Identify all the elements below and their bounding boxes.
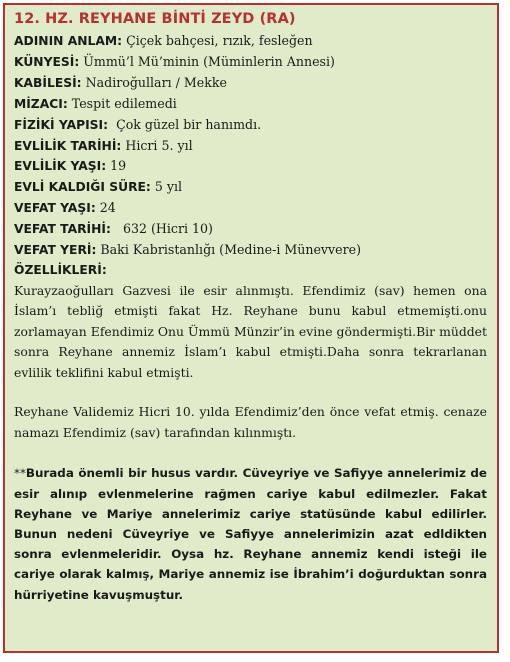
field-label: EVLİLİK TARİHİ: [14,138,122,153]
note-prefix: ** [14,466,26,481]
field-value: 19 [110,158,127,174]
field-list [14,31,487,261]
field-value: Hicri 5. yıl [125,137,193,153]
death-paragraph: Reyhane Validemiz Hicri 10. yılda Efendimiz’den önce vefat etmiş. cenaze namazı Efendimiz (sav) tarafından kılınmıştı. [14,404,487,440]
field-label: VEFAT TARİHİ: [14,222,111,237]
features-paragraph: Kurayzaoğulları Gazvesi ile esir alınmıştı. Efendimiz (sav) hemen ona İslam’ı tebliğ etmişti fakat Hz. Reyhane bunu kabul etmemişti.onu zorlamayan Efendimiz Onu Ümmü Münzir’in evine göndermişti.Bir müddet sonra Reyhane annemiz İslam’ı kabul etmişti.Daha sonra tekrarlanan evlilik teklifini kabul etmişti. [14,282,487,380]
features-heading: ÖZELLİKLERİ: [14,262,107,277]
field-kunye [14,52,487,73]
field-label: FİZİKİ YAPISI: [14,117,109,132]
field-marriage-duration [14,177,487,198]
field-death-place [14,240,487,261]
field-temperament [14,94,487,115]
field-physique [14,115,487,136]
field-tribe [14,73,487,94]
field-label: VEFAT YERİ: [14,243,97,258]
field-label: EVLİ KALDIĞI SÜRE: [14,180,151,195]
field-label: MİZACI: [14,96,68,111]
field-value: Ümmü’l Mü’minin (Müminlerin Annesi) [83,53,335,69]
field-death-age [14,198,487,219]
field-value: 632 (Hicri 10) [114,221,213,237]
field-marriage-date [14,136,487,157]
biography-card [3,3,499,653]
field-label: EVLİLİK YAŞI: [14,159,107,174]
field-value: 5 yıl [154,179,183,195]
field-label: ADININ ANLAM: [14,34,123,48]
field-value: Baki Kabristanlığı (Medine-i Münevvere) [100,242,362,258]
field-label: KABİLESİ: [14,75,82,90]
field-label: VEFAT YAŞI: [14,201,96,216]
note-paragraph [14,463,487,604]
field-value: 24 [99,200,116,216]
field-value: Çok güzel bir hanımdı. [112,116,262,132]
field-marriage-age [14,156,487,177]
field-death-date [14,219,487,240]
field-name-meaning [14,31,487,52]
field-value: Çiçek bahçesi, rızık, fesleğen [126,33,313,48]
card-title: 12. HZ. REYHANE BİNTİ ZEYD (RA) [14,11,296,27]
note-text: Burada önemli bir husus vardır. Cüveyriye ve Safiyye annelerimiz de esir alınıp evlenmelerine rağmen cariye kabul edilmezler. Fakat Reyhane ve Mariye annelerimiz cariye statüsünde kabul edilirler. Bunun nedeni Cüveyriye ve Safiyye annelerimizin azat edldikten sonra evlenmeleridir. Oysa hz. Reyhane annemiz kendi isteği ile cariye olarak kalmış, Mariye annemiz ise İbrahim’i doğurduktan sonra hürriyetine kavuşmuştur. [14,466,487,602]
field-label: KÜNYESİ: [14,54,80,69]
field-value: Nadiroğulları / Mekke [85,74,227,90]
field-value: Tespit edilemedi [71,95,177,111]
